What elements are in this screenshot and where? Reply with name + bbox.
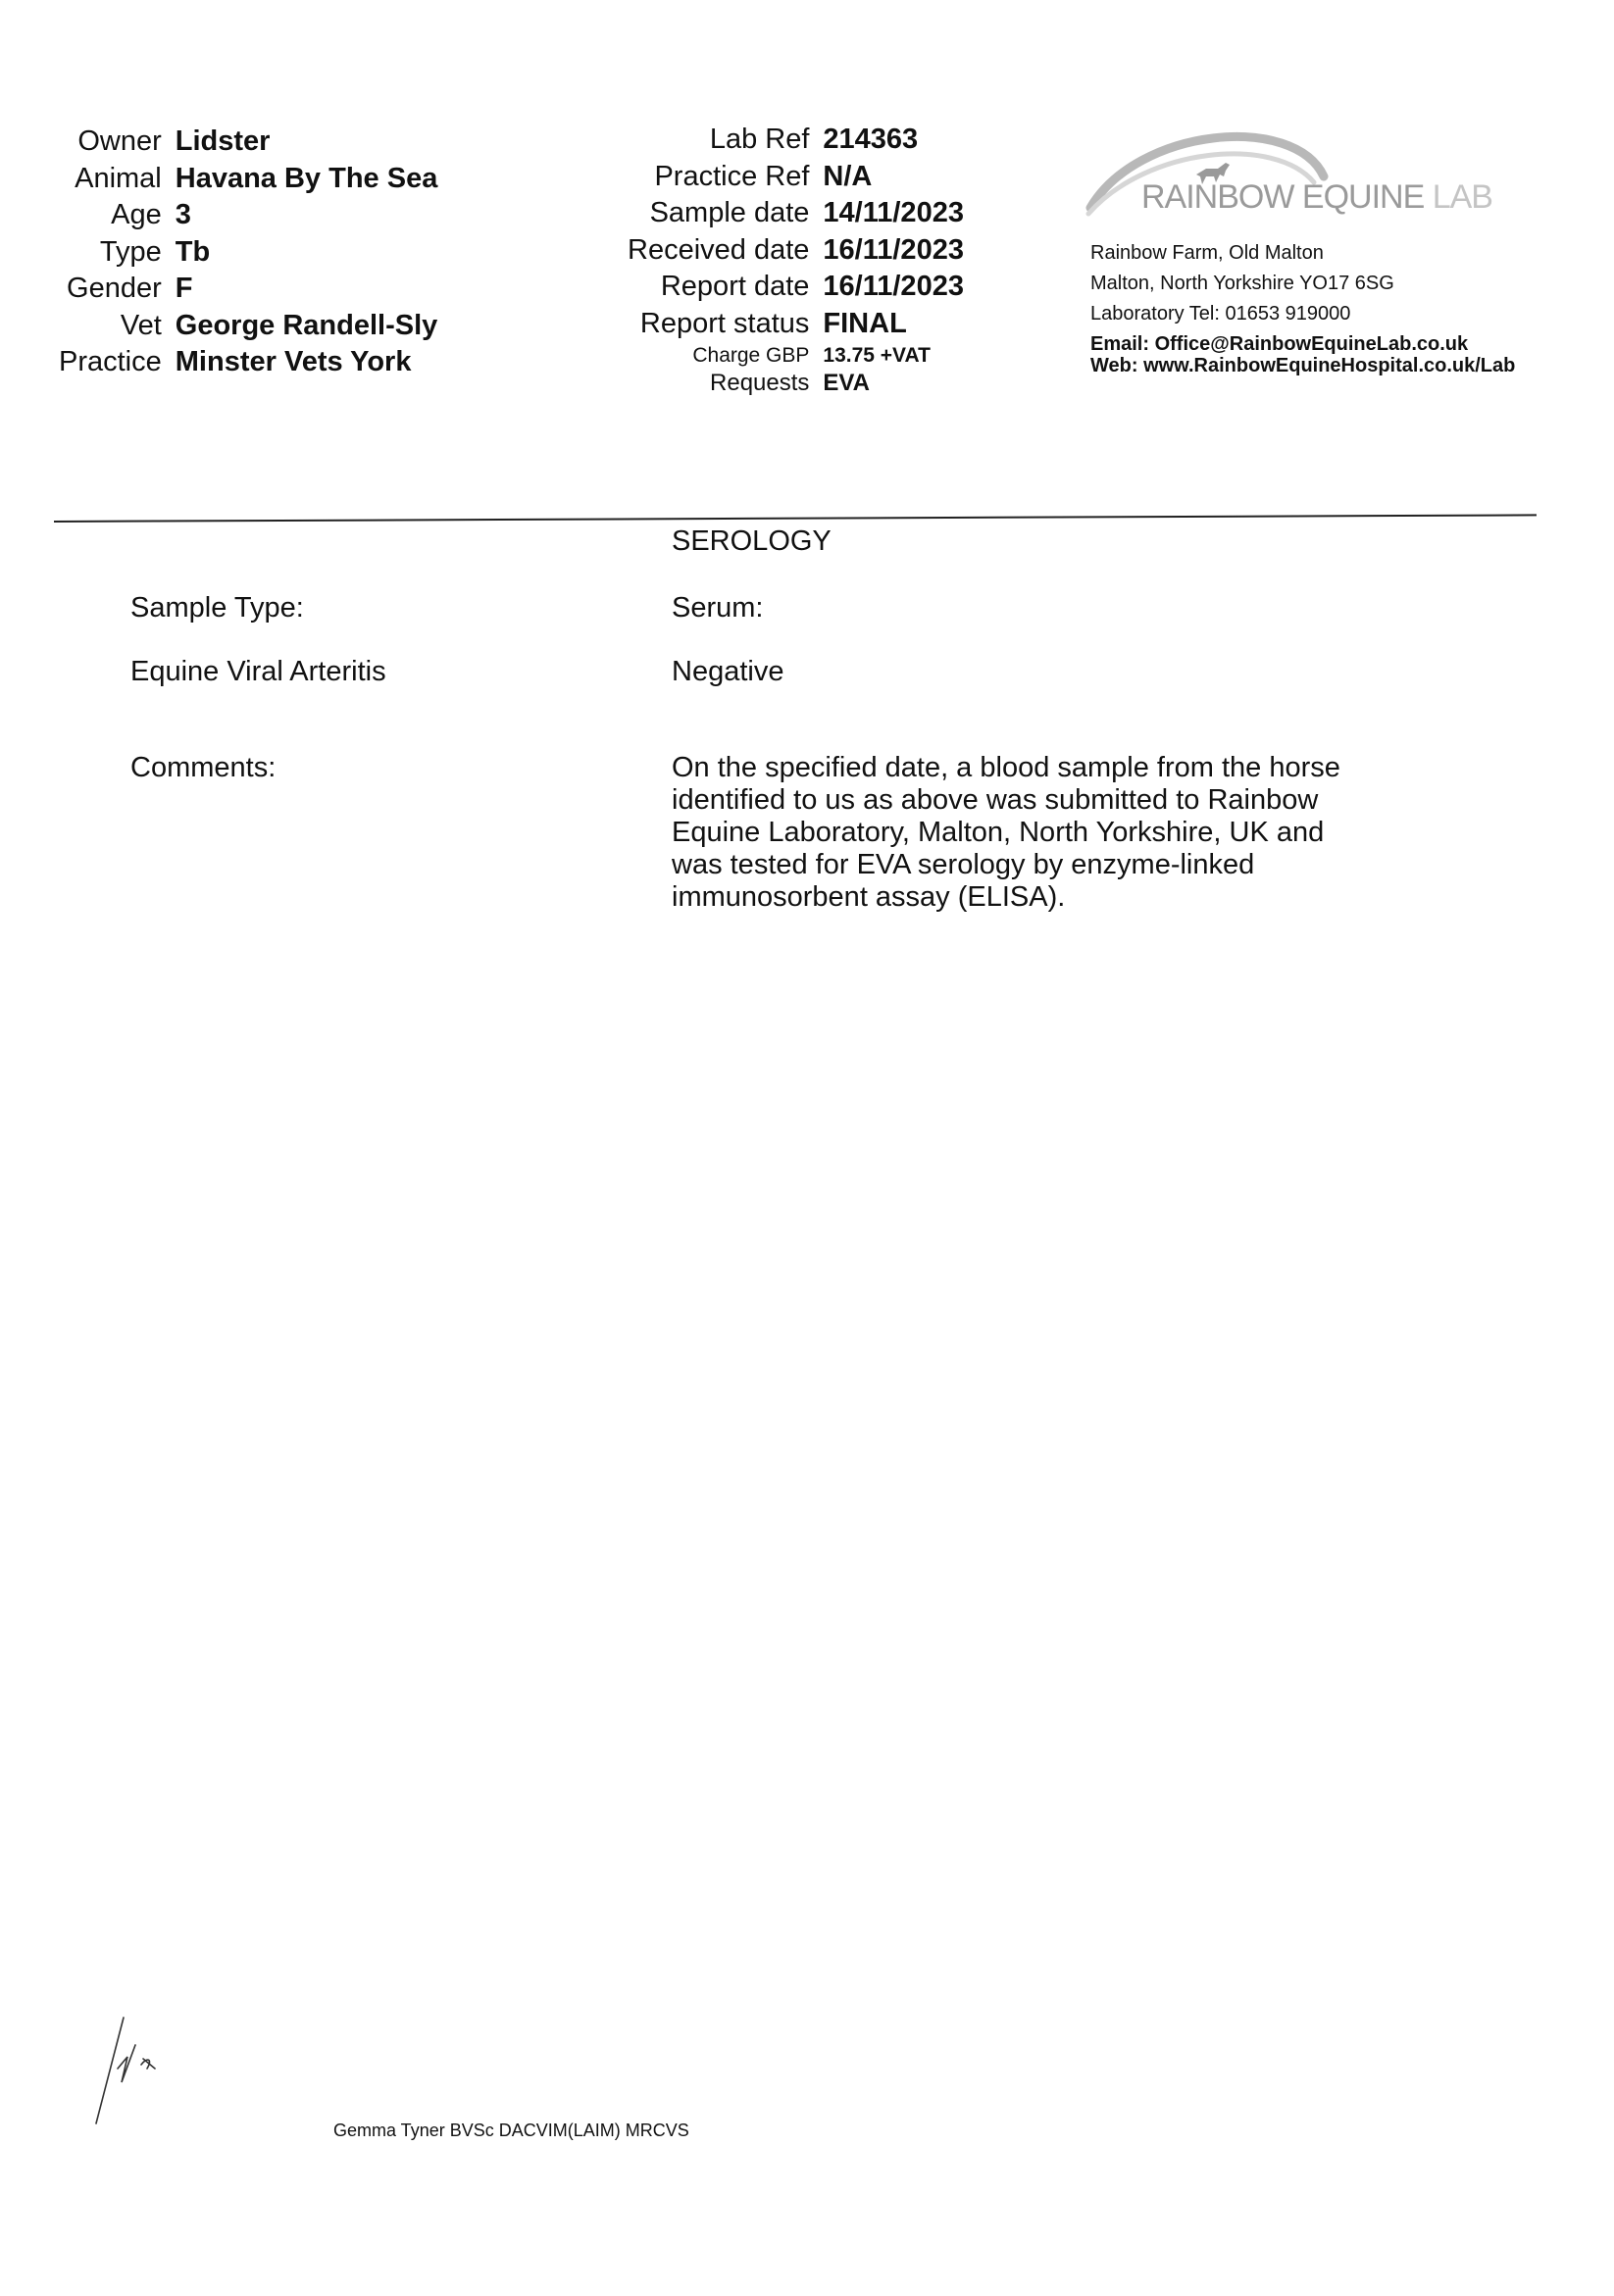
field-label: Report date xyxy=(660,271,810,302)
field-label: Owner xyxy=(77,125,162,157)
logo-text-main: RAINBOW EQUINE xyxy=(1141,178,1425,216)
sample-type-value: Serum: xyxy=(672,592,764,624)
practice-ref-value: N/A xyxy=(823,160,873,192)
charge-value: 13.75 +VAT xyxy=(823,344,931,367)
lab-address-line2: Malton, North Yorkshire YO17 6SG xyxy=(1090,273,1394,294)
comments-label: Comments: xyxy=(130,752,277,783)
patient-details xyxy=(59,124,437,381)
lab-tel: Laboratory Tel: 01653 919000 xyxy=(1090,303,1351,324)
report-row xyxy=(628,370,964,397)
received-date-value: 16/11/2023 xyxy=(823,233,964,266)
header-divider xyxy=(54,514,1537,523)
patient-row xyxy=(59,197,437,234)
owner-value: Lidster xyxy=(175,125,271,157)
signatory-name: Gemma Tyner BVSc DACVIM(LAIM) MRCVS xyxy=(333,2121,689,2140)
field-label: Sample date xyxy=(649,197,810,228)
animal-value: Havana By The Sea xyxy=(175,162,438,194)
sample-type-label: Sample Type: xyxy=(130,592,304,624)
section-title: SEROLOGY xyxy=(672,525,832,557)
report-row xyxy=(628,159,964,196)
report-row xyxy=(628,342,964,370)
lab-email-link[interactable]: Email: Office@RainbowEquineLab.co.uk xyxy=(1090,333,1469,355)
comments-text: On the specified date, a blood sample from the horse identified to us as above was submitted to Rainbow Equine Laboratory, Malton, North Yorkshire, UK and was tested for EVA serology by enzyme-linked immunosorbent assay (ELISA). xyxy=(672,752,1340,913)
patient-row xyxy=(59,161,437,198)
gender-value: F xyxy=(175,273,193,304)
requests-value: EVA xyxy=(823,370,870,396)
age-value: 3 xyxy=(175,199,191,230)
field-label: Gender xyxy=(67,273,162,304)
lab-address-line1: Rainbow Farm, Old Malton xyxy=(1090,242,1324,264)
patient-row xyxy=(59,308,437,345)
patient-row xyxy=(59,271,437,308)
lab-logo xyxy=(1079,118,1510,225)
report-row xyxy=(628,306,964,343)
field-label: Received date xyxy=(628,233,810,266)
field-label: Practice Ref xyxy=(654,160,810,192)
sample-date-value: 14/11/2023 xyxy=(823,197,964,228)
report-status-value: FINAL xyxy=(823,307,907,339)
report-details xyxy=(628,122,964,397)
field-label: Charge GBP xyxy=(692,344,810,367)
field-label: Vet xyxy=(120,309,162,341)
lab-ref-value: 214363 xyxy=(823,124,919,155)
lab-contact xyxy=(1090,238,1515,376)
field-label: Practice xyxy=(59,346,162,377)
field-label: Requests xyxy=(710,370,810,396)
type-value: Tb xyxy=(175,235,211,268)
report-row xyxy=(628,269,964,306)
field-label: Type xyxy=(99,235,162,268)
report-row xyxy=(628,195,964,232)
patient-row xyxy=(59,234,437,272)
practice-value: Minster Vets York xyxy=(175,346,412,377)
field-label: Age xyxy=(111,199,162,230)
signature-mark xyxy=(88,2010,186,2127)
vet-value: George Randell-Sly xyxy=(175,309,438,341)
report-row xyxy=(628,232,964,270)
test-name: Equine Viral Arteritis xyxy=(130,656,386,687)
test-result: Negative xyxy=(672,656,784,687)
patient-row xyxy=(59,124,437,161)
logo-text-end: LAB xyxy=(1432,178,1492,216)
field-label: Lab Ref xyxy=(709,124,810,155)
report-row xyxy=(628,122,964,159)
field-label: Animal xyxy=(75,162,162,194)
field-label: Report status xyxy=(639,307,810,339)
lab-web-link[interactable]: Web: www.RainbowEquineHospital.co.uk/Lab xyxy=(1090,355,1516,376)
patient-row xyxy=(59,344,437,381)
report-date-value: 16/11/2023 xyxy=(823,271,964,302)
lab-logo-text xyxy=(1141,178,1492,217)
